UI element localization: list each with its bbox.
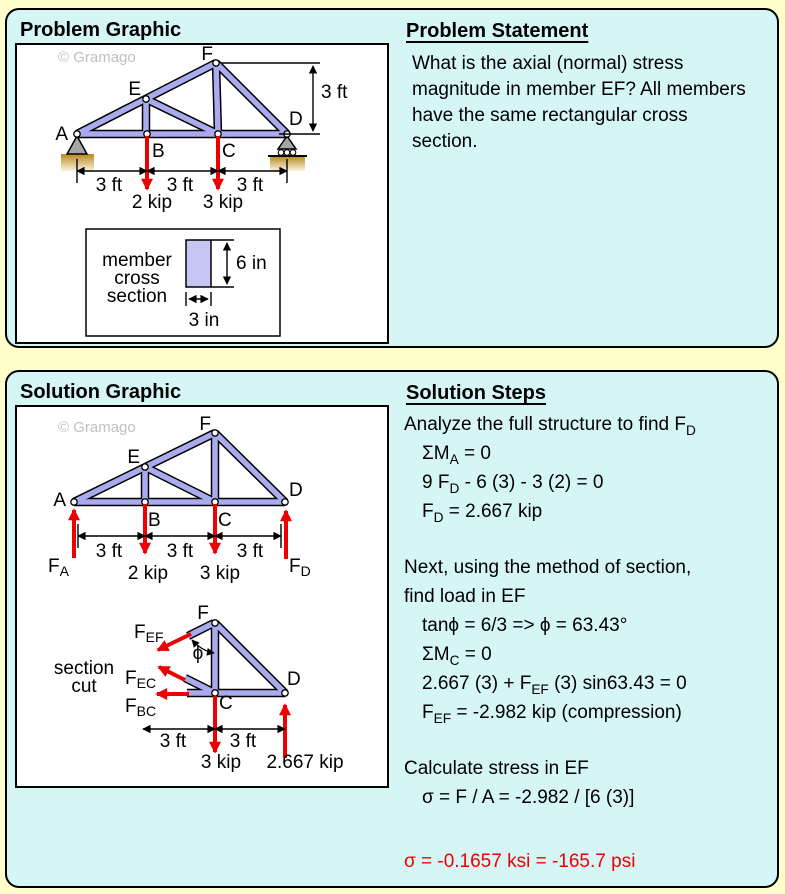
section-reaction-label-d: 2.667 kip: [266, 752, 344, 773]
section-force-label-ef: $F_{EF}$: [134, 622, 164, 645]
solution-step: $\Sigma M_C = 0$: [422, 644, 492, 668]
section-joint-label-f: F: [197, 603, 209, 624]
step-spacer: [404, 812, 778, 839]
problem-statement-text: What is the axial (normal) stress magnitude in member EF? All members have the same rectangular cross section.: [412, 53, 746, 152]
solution-figure: [17, 407, 383, 782]
cross-section-caption-1: member: [102, 250, 172, 271]
problem-graphic-box: [15, 43, 389, 344]
truss-members: [77, 63, 287, 136]
section-force-label-ec: $F_{EC}$: [125, 668, 157, 691]
problem-statement-title: Problem Statement: [406, 20, 589, 42]
cross-section-caption-2: cross: [114, 268, 160, 289]
step-spacer: [404, 526, 778, 553]
span-dim-2: 3 ft: [166, 175, 194, 196]
problem-graphic-title: Problem Graphic: [20, 19, 182, 41]
fbd-truss-members: [74, 433, 285, 504]
joint-label-f: F: [201, 45, 213, 65]
height-dim: 3 ft: [321, 82, 348, 103]
solution-step: σ = F / A = -2.982 / [6 (3)]: [422, 787, 635, 808]
section-joint-label-c: C: [219, 693, 233, 714]
span-dim-1: 3 ft: [95, 175, 123, 196]
solution-step: find load in EF: [404, 586, 526, 607]
joint-label-c: C: [222, 141, 236, 162]
span-dim-3: 3 ft: [236, 175, 264, 196]
cross-section-rectangle: [186, 240, 211, 287]
result-text: σ = -0.1657 ksi = -165.7 psi: [404, 851, 636, 872]
fbd-span-dim-1: 3 ft: [95, 541, 123, 562]
problem-panel: [5, 8, 779, 348]
solution-step: $F_{EF} = -2.982$ kip (compression): [422, 702, 682, 726]
solution-steps-list: [404, 410, 778, 876]
fbd-load-label-c: 3 kip: [199, 563, 241, 584]
section-cut-label-1: section: [53, 658, 115, 679]
joint-label-a: A: [55, 124, 68, 145]
solution-step: $F_D = 2.667$ kip: [422, 501, 543, 525]
section-force-label-bc: $F_{BC}$: [125, 696, 157, 719]
section-load-label-c: 3 kip: [200, 752, 242, 773]
fbd-load-label-b: 2 kip: [127, 563, 169, 584]
cross-section-caption-3: section: [106, 286, 168, 307]
solution-steps-title: Solution Steps: [406, 382, 546, 404]
joint-label-d: D: [289, 109, 303, 130]
load-label-b: 2 kip: [131, 192, 173, 213]
problem-truss-figure: [17, 45, 383, 338]
fbd-joint-label-a: A: [53, 490, 66, 511]
solution-panel: [5, 370, 779, 888]
step-spacer: [404, 727, 778, 754]
solution-graphic-title: Solution Graphic: [20, 381, 182, 403]
fbd-joint-label-f: F: [199, 414, 211, 435]
joint-label-b: B: [152, 141, 165, 162]
solution-step: Next, using the method of section,: [404, 557, 692, 578]
fbd-span-dim-3: 3 ft: [236, 541, 264, 562]
fbd-joint-label-c: C: [218, 510, 232, 531]
fbd-joint-label-d: D: [289, 480, 303, 501]
section-joint-label-d: D: [287, 669, 301, 690]
watermark: © Gramago: [58, 419, 136, 436]
solution-step: $\Sigma M_A = 0$: [422, 443, 491, 467]
fbd-reaction-label-d: $F_D$: [289, 556, 311, 579]
solution-step: 9 $F_D - 6$ (3) - 3 (2) = 0: [422, 472, 604, 496]
truss-joints: [74, 60, 290, 137]
joint-label-e: E: [128, 79, 141, 100]
section-span-dim-2: 3 ft: [229, 731, 257, 752]
solution-graphic-box: [15, 405, 389, 788]
fbd-reaction-label-a: $F_A$: [48, 556, 69, 579]
solution-step: Analyze the full structure to find $F_D$: [404, 414, 696, 438]
solution-step: tanϕ = 6/3 => ϕ = 63.43°: [422, 615, 628, 636]
fbd-span-dim-2: 3 ft: [166, 541, 194, 562]
fbd-joint-label-b: B: [148, 510, 161, 531]
cross-section-height-dim: 6 in: [236, 253, 267, 274]
section-cut-label-2: cut: [71, 676, 97, 697]
cross-section-width-dim: 3 in: [188, 310, 220, 331]
fbd-joint-label-e: E: [127, 447, 140, 468]
watermark: © Gramago: [58, 49, 136, 66]
solution-step: 2.667 $(3) + F_{EF}$ (3) sin63.43 = 0: [422, 673, 687, 697]
solution-step: Calculate stress in EF: [404, 758, 589, 779]
section-angle-label: ϕ: [192, 643, 204, 664]
cross-section-inset: [86, 229, 280, 336]
load-label-c: 3 kip: [202, 192, 244, 213]
section-span-dim-1: 3 ft: [159, 731, 187, 752]
